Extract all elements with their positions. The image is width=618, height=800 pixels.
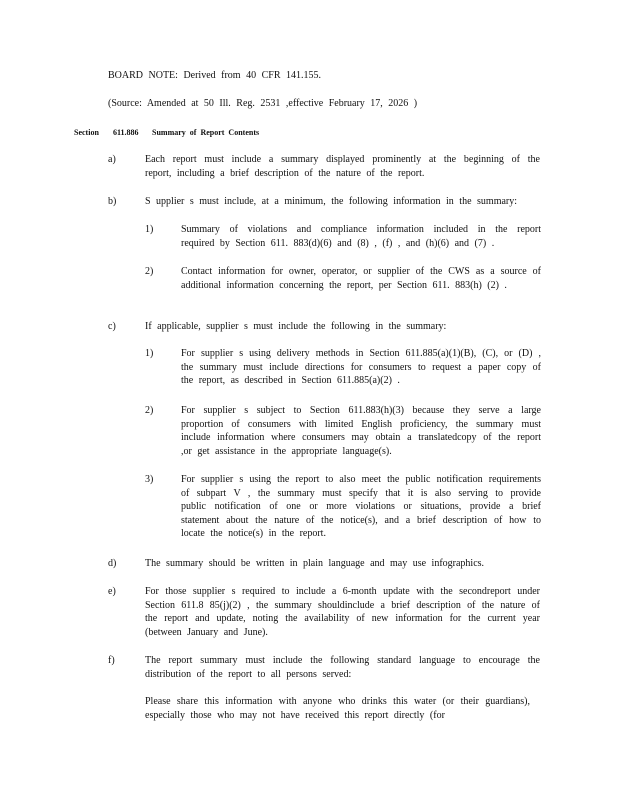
item-text: The report summary must include the following standard language to encourage the distribution of the report to all persons served: xyxy=(145,655,540,680)
item-marker: c) xyxy=(108,321,116,332)
item-text: S upplier s must include, at a minimum, the following information in the summary: xyxy=(145,196,518,207)
item-text: Each report must include a summary displayed prominently at the beginning of the report, including a brief description of the nature of the report. xyxy=(145,154,540,179)
section-number: 611.886 xyxy=(113,128,139,137)
source-note: (Source: Amended at 50 Ill. Reg. 2531 ,effective February 17, 2026 ) xyxy=(108,98,418,109)
subitem-text: For supplier s using the report to also meet the public notification requirements of subpart V , the summary must specify that it is also serving to provide public notification of one or more violations or situations, provide a brief statement about the nature of the notice(s), and a brief description of how to locate the notice(s) in the report. xyxy=(181,474,541,539)
item-marker: b) xyxy=(108,196,117,207)
item-text: If applicable, supplier s must include the following in the summary: xyxy=(145,321,447,332)
section-label: Section xyxy=(74,128,99,137)
subitem-marker: 1) xyxy=(145,348,154,359)
item-marker: e) xyxy=(108,586,116,597)
subitem-marker: 3) xyxy=(145,474,154,485)
standard-language-quote: Please share this information with anyone who drinks this water (or their guardians), especially those who may not have received this report directly (for xyxy=(145,696,530,721)
subitem-text: Contact information for owner, operator, or supplier of the CWS as a source of additional information concerning the report, per Section 611. 883(h) (2) . xyxy=(181,266,541,291)
subitem-marker: 1) xyxy=(145,224,154,235)
item-marker: f) xyxy=(108,655,115,666)
item-marker: d) xyxy=(108,558,117,569)
subitem-marker: 2) xyxy=(145,266,154,277)
subitem-marker: 2) xyxy=(145,405,154,416)
item-text: For those supplier s required to include a 6-month update with the secondreport under Section 611.8 85(j)(2) , the summary shouldinclude a brief description of the nature of the report and update, noting the availability of new information for the current year (between January and June). xyxy=(145,586,540,638)
item-text: The summary should be written in plain language and may use infographics. xyxy=(145,558,485,569)
subitem-text: For supplier s using delivery methods in Section 611.885(a)(1)(B), (C), or (D) , the summary must include directions for consumers to request a paper copy of the report, as described in Section 611.885(a)(2) . xyxy=(181,348,541,386)
section-title: Summary of Report Contents xyxy=(152,128,260,137)
subitem-text: For supplier s subject to Section 611.883(h)(3) because they serve a large proportion of consumers with limited English proficiency, the summary must include information where consumers may obtain a translatedcopy of the report ,or get assistance in the appropriate language(s). xyxy=(181,405,541,457)
subitem-text: Summary of violations and compliance information included in the report required by Section 611. 883(d)(6) and (8) , (f) , and (h)(6) and (7) . xyxy=(181,224,541,249)
item-marker: a) xyxy=(108,154,116,165)
board-note: BOARD NOTE: Derived from 40 CFR 141.155. xyxy=(108,70,321,81)
